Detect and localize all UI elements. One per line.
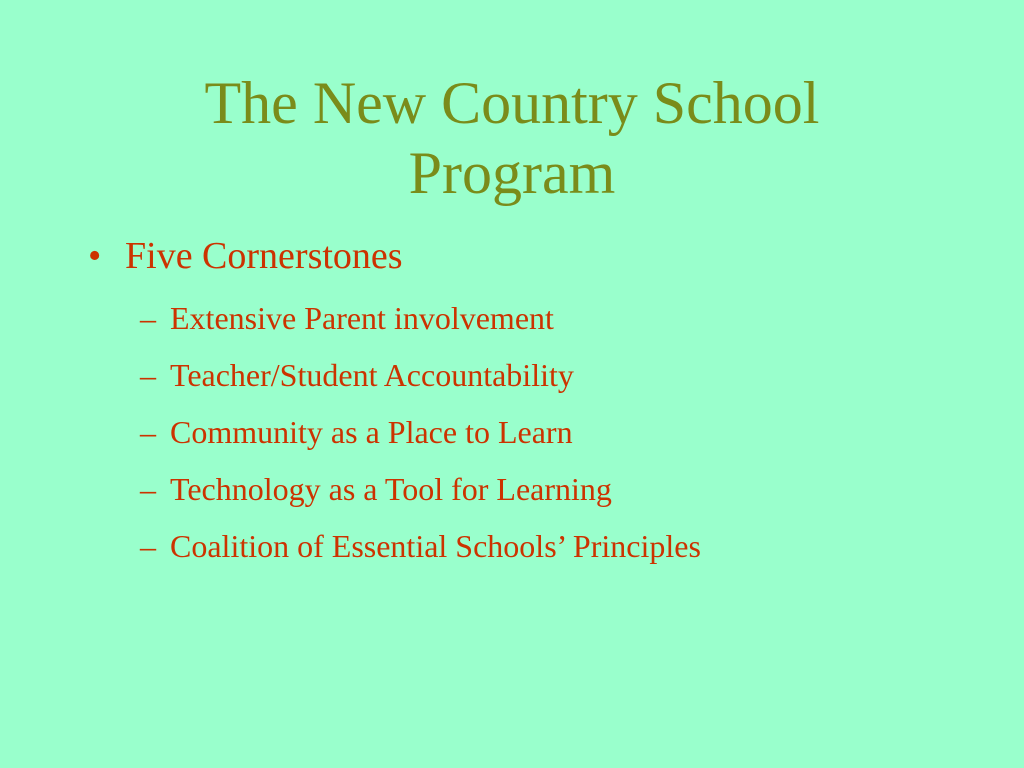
sub-bullet-item — [140, 298, 554, 338]
sub-bullet-item — [140, 469, 612, 509]
sub-bullet-item — [140, 526, 701, 566]
sub-bullet-text: Community as a Place to Learn — [170, 414, 573, 450]
slide-title-line-2: Program — [408, 140, 616, 206]
bullet-marker: • — [88, 235, 102, 277]
sub-bullet-text: Teacher/Student Accountability — [170, 357, 574, 393]
sub-bullet-item — [140, 355, 574, 395]
bullet-text: Five Cornerstones — [125, 235, 403, 277]
sub-bullet-text: Coalition of Essential Schools’ Principles — [170, 528, 701, 564]
sub-bullet-marker: – — [140, 300, 156, 336]
sub-bullet-marker: – — [140, 471, 156, 507]
sub-bullet-marker: – — [140, 528, 156, 564]
slide-title — [0, 68, 1024, 208]
sub-bullet-marker: – — [140, 357, 156, 393]
sub-bullet-item — [140, 412, 573, 452]
sub-bullet-marker: – — [140, 414, 156, 450]
bullet-item-five-cornerstones — [88, 232, 403, 280]
sub-bullet-text: Technology as a Tool for Learning — [170, 471, 612, 507]
slide-title-line-1: The New Country School — [204, 70, 820, 136]
sub-bullet-text: Extensive Parent involvement — [170, 300, 554, 336]
